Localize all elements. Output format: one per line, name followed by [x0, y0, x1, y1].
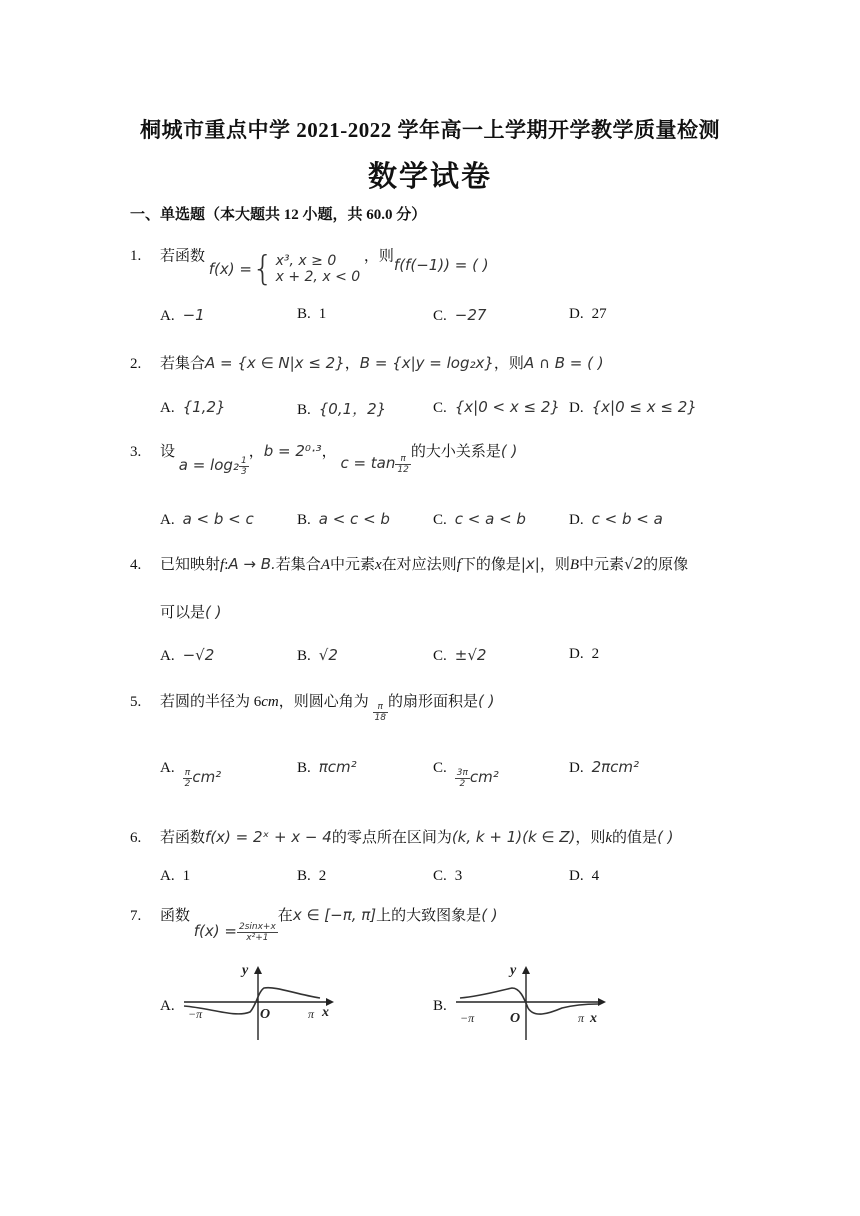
x-label: x	[590, 1011, 597, 1026]
y-label: y	[242, 963, 249, 978]
option-a: A. a < b < c	[160, 510, 254, 528]
question-7: 7. 函数 f(x) = $\frac{2\sin x+x}{\text{x²+1}}$ 在x ∈ [−π, π]上的大致图象是( )	[130, 906, 498, 944]
fraction: $\frac{3\pi}{2}$	[456, 768, 468, 790]
neg-pi-label: −π	[460, 1011, 475, 1025]
brace-icon: {	[251, 249, 274, 289]
graph-option-a	[180, 960, 340, 1044]
option-d: D. 27	[569, 306, 607, 322]
option-b: B. πcm²	[297, 758, 357, 776]
option-a: A. {1,2}	[160, 398, 226, 416]
option-c: C. $\frac{3\pi}{2}$ cm²	[433, 760, 499, 790]
option-d: D. 4	[569, 868, 600, 884]
y-arrow-icon	[254, 966, 262, 974]
option-c: C. 3	[433, 868, 463, 884]
exam-subject-title: 数学试卷	[367, 161, 492, 193]
option-c: C. c < a < b	[433, 510, 526, 528]
option-b: B. a < c < b	[297, 510, 390, 528]
option-c: C. −27	[433, 306, 487, 324]
question-number: 1.	[130, 248, 142, 265]
pi-label: π	[308, 1007, 315, 1021]
option-c: C. {x|0 < x ≤ 2}	[433, 398, 560, 416]
question-6: 6. 若函数f(x) = 2ˣ + x − 4的零点所在区间为(k, k + 1)(k ∈ Z)，则k的值是( )	[130, 828, 674, 846]
option-b: B. 1	[297, 306, 327, 322]
option-b: B. √2	[297, 646, 338, 664]
option-b: B.	[433, 998, 447, 1014]
exam-title: 桐城市重点中学 2021-2022 学年高一上学期开学教学质量检测	[140, 118, 720, 142]
x-label: x	[322, 1005, 329, 1020]
option-a: A. 1	[160, 868, 191, 884]
question-3: 3. 设 a = log₂ $\frac{1}{3}$ ，b = 2⁰·³， c = tan $\frac{\pi}{12}$ 的大小关系是( )	[130, 442, 518, 478]
option-c: C. ±√2	[433, 646, 487, 664]
pi-label: π	[578, 1011, 585, 1025]
question-text: 若函数	[160, 248, 206, 265]
fraction: $\frac{\pi}{18}$	[374, 702, 386, 724]
section-heading: 一、单选题（本大题共 12 小题，共 60.0 分）	[130, 207, 427, 223]
option-d: D. 2πcm²	[569, 758, 640, 776]
option-d: D. {x|0 ≤ x ≤ 2}	[569, 398, 697, 416]
fraction: $\frac{\pi}{2}$	[184, 768, 191, 790]
question-4: 4. 已知映射f:A → B.若集合A中元素x在对应法则f下的像是|x|，则B中元素√2的原像	[130, 555, 689, 573]
piecewise-function: f(x) = { x³, x ≥ 0 x + 2, x < 0	[208, 249, 361, 289]
fraction: $\frac{2\sin x+x}{\text{x²+1}}$	[238, 922, 276, 944]
question-2: 2. 若集合A = {x ∈ N|x ≤ 2}，B = {x|y = log₂x}，则A ∩ B = ( )	[130, 354, 604, 372]
origin-label: O	[260, 1007, 271, 1022]
neg-pi-label: −π	[188, 1007, 203, 1021]
x-arrow-icon	[598, 998, 606, 1006]
option-a: A. −1	[160, 306, 205, 324]
option-a: A. −√2	[160, 646, 215, 664]
option-d: D. c < b < a	[569, 510, 663, 528]
curve	[184, 988, 320, 1014]
fraction: $\frac{\pi}{12}$	[397, 454, 409, 476]
option-b: B. 2	[297, 868, 327, 884]
question-1: 1. 若函数 f(x) = { x³, x ≥ 0 x + 2, x < 0 ，则f(f(−1)) = ( )	[130, 240, 489, 274]
question-4-line2: 可以是( )	[160, 603, 222, 621]
option-a: A. $\frac{\pi}{2}$ cm²	[160, 760, 222, 790]
y-label: y	[510, 963, 517, 978]
option-d: D. 2	[569, 646, 600, 662]
graph-option-b	[452, 960, 612, 1044]
option-a: A.	[160, 998, 175, 1014]
origin-label: O	[510, 1011, 521, 1026]
option-b: B. {0,1，2}	[297, 400, 387, 418]
fraction: $\frac{1}{3}$	[240, 456, 247, 478]
question-5: 5. 若圆的半径为 6cm，则圆心角为 $\frac{\pi}{18}$ 的扇形面积是( )	[130, 692, 495, 724]
y-arrow-icon	[522, 966, 530, 974]
